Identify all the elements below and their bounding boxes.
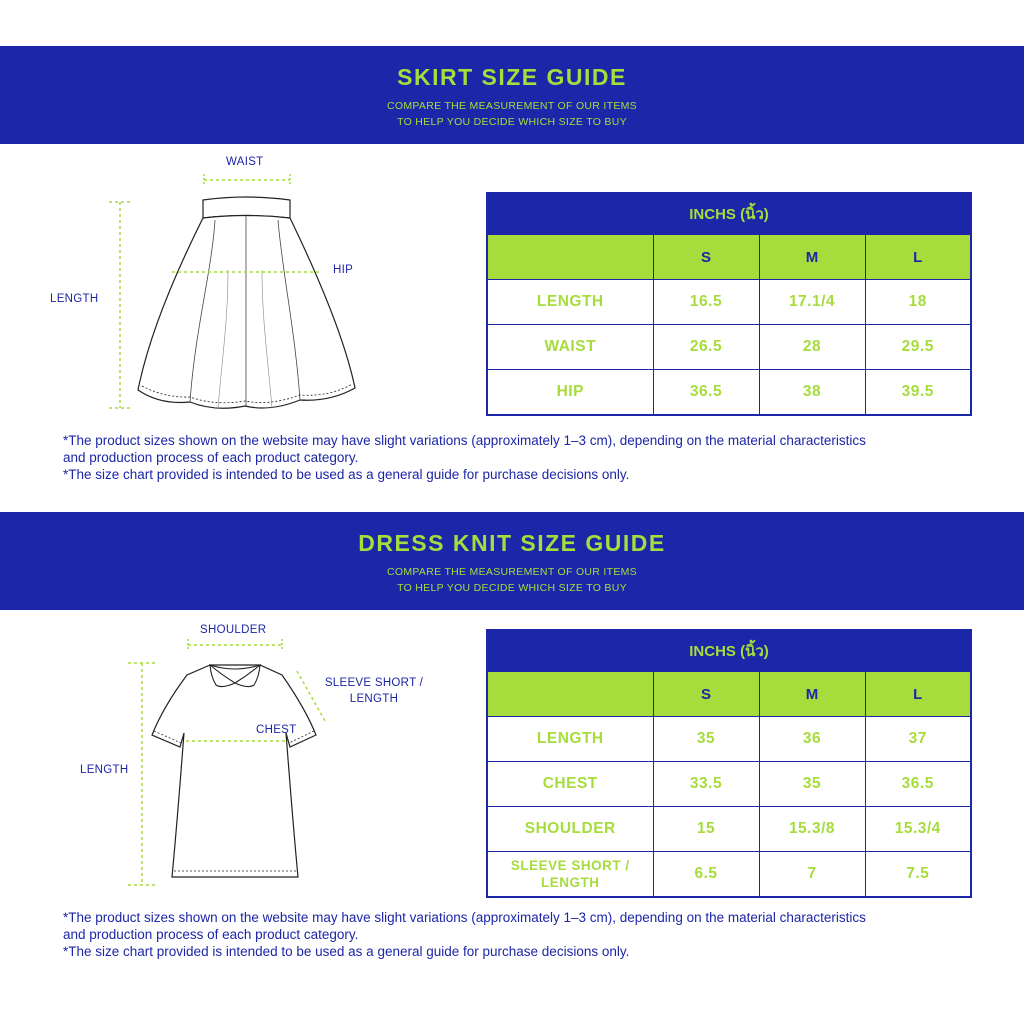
row-label-length: LENGTH [487,717,653,762]
sleeve-label-line1: SLEEVE SHORT / [324,677,424,689]
dress-size-table [486,629,972,898]
table-row [487,370,971,416]
size-l-header: L [865,672,971,717]
table-cell: 36.5 [865,762,971,807]
table-cell: 15.3/8 [759,807,865,852]
table-cell: 36 [759,717,865,762]
table-row [487,762,971,807]
table-cell: 36.5 [653,370,759,416]
size-s-header: S [653,672,759,717]
skirt-title: SKIRT SIZE GUIDE [397,64,627,90]
table-cell: 26.5 [653,325,759,370]
skirt-diagram [0,150,480,420]
disclaimer-line: and production process of each product category. [63,450,359,465]
sleeve-label-line2: LENGTH [349,693,399,705]
table-cell: 28 [759,325,865,370]
skirt-subtitle-line2: TO HELP YOU DECIDE WHICH SIZE TO BUY [397,116,627,128]
skirt-waist-label: WAIST [226,156,264,168]
table-cell: 39.5 [865,370,971,416]
size-header-row [487,235,971,280]
table-row [487,280,971,325]
dress-banner [0,512,1024,610]
row-label-waist: WAIST [487,325,653,370]
row-label-shoulder: SHOULDER [487,807,653,852]
disclaimer-line: *The product sizes shown on the website may have slight variations (approximately 1–3 cm), depending on the material characteristics [63,910,866,925]
size-header-blank [487,672,653,717]
table-row [487,717,971,762]
row-label-sleeve [487,852,653,898]
table-row [487,807,971,852]
table-cell: 17.1/4 [759,280,865,325]
skirt-length-label: LENGTH [50,293,99,305]
row-label-length: LENGTH [487,280,653,325]
size-s-header: S [653,235,759,280]
dress-table-header: INCHS (นิ้ว) [487,630,971,672]
table-cell: 15 [653,807,759,852]
dress-diagram [0,615,480,900]
table-row [487,852,971,898]
disclaimer-line: *The product sizes shown on the website may have slight variations (approximately 1–3 cm), depending on the material characteristics [63,433,866,448]
skirt-disclaimer [63,432,963,483]
size-l-header: L [865,235,971,280]
table-cell: 38 [759,370,865,416]
table-cell: 16.5 [653,280,759,325]
dress-title: DRESS KNIT SIZE GUIDE [358,530,666,556]
dress-illustration [0,615,480,900]
dress-chest-label: CHEST [256,724,297,736]
disclaimer-line: *The size chart provided is intended to be used as a general guide for purchase decisions only. [63,944,630,959]
table-cell: 37 [865,717,971,762]
table-cell: 35 [759,762,865,807]
row-label-chest: CHEST [487,762,653,807]
dress-shoulder-label: SHOULDER [200,624,267,636]
size-m-header: M [759,235,865,280]
dress-subtitle-line1: COMPARE THE MEASUREMENT OF OUR ITEMS [387,566,637,578]
dress-sleeve-label [318,675,430,707]
skirt-banner [0,46,1024,144]
row-label-sleeve-line2: LENGTH [541,875,600,890]
table-cell: 15.3/4 [865,807,971,852]
row-label-hip: HIP [487,370,653,416]
row-label-sleeve-line1: SLEEVE SHORT / [510,858,630,873]
table-cell: 18 [865,280,971,325]
table-cell: 35 [653,717,759,762]
size-header-blank [487,235,653,280]
skirt-size-table [486,192,972,416]
table-cell: 6.5 [653,852,759,898]
table-cell: 33.5 [653,762,759,807]
disclaimer-line: and production process of each product category. [63,927,359,942]
disclaimer-line: *The size chart provided is intended to be used as a general guide for purchase decisions only. [63,467,630,482]
table-row [487,325,971,370]
table-cell: 7.5 [865,852,971,898]
dress-subtitle-line2: TO HELP YOU DECIDE WHICH SIZE TO BUY [397,582,627,594]
size-m-header: M [759,672,865,717]
skirt-illustration [0,150,480,420]
dress-disclaimer [63,909,963,960]
size-header-row [487,672,971,717]
table-cell: 29.5 [865,325,971,370]
skirt-subtitle-line1: COMPARE THE MEASUREMENT OF OUR ITEMS [387,100,637,112]
table-cell: 7 [759,852,865,898]
dress-length-label: LENGTH [80,764,129,776]
skirt-table-header: INCHS (นิ้ว) [487,193,971,235]
skirt-hip-label: HIP [333,264,354,276]
